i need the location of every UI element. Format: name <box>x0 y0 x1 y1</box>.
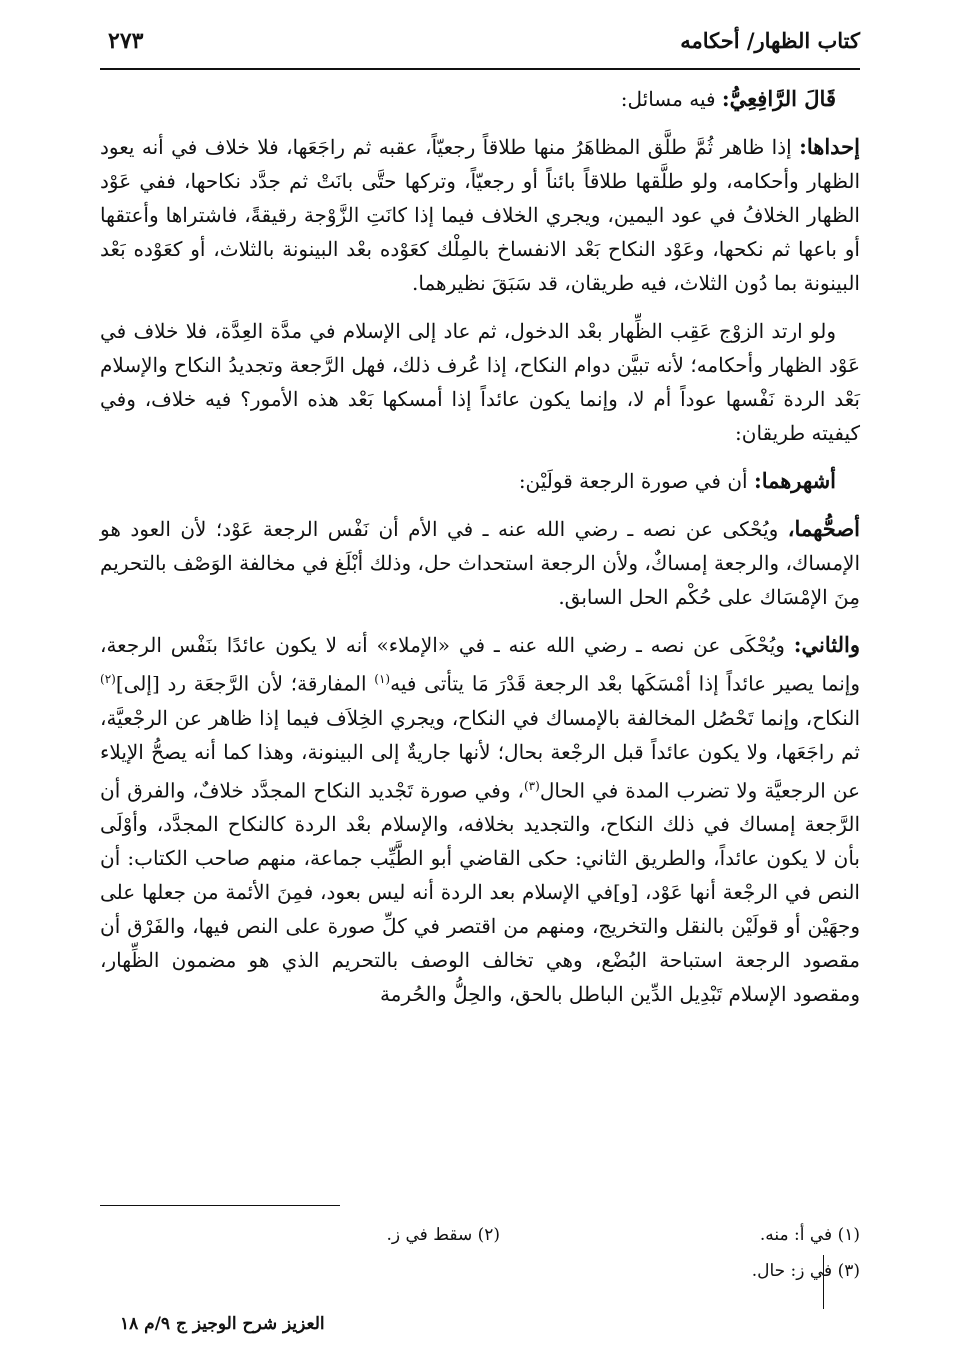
footnote-1: (١) في أ: منه. <box>759 1225 860 1245</box>
paragraph-text: ولو ارتد الزوْج عَقِب الظِّهار بعْد الدخول، ثم عاد إلى الإسلام في مدَّة العِدَّة، فلا خلاف في عَوْد الظهار وأحكامه؛ لأنه تبيَّن دوام النكاح، إذا عُرف ذلك، فهل الرَّجعة وتجديدُ النكاح والإسلام بَعْد الردة نَفْسها عوداً أم لا، وإنما يكون عائداً إذا أمسكها بَعْد هذه الأمور؟ فيه خلاف، وفي كيفيته طريقان: <box>100 319 860 445</box>
paragraph-5 <box>100 512 860 614</box>
paragraph-text: فيه مسائل: <box>620 87 722 111</box>
paragraph-text: ويُحْكَى عن نصه ـ رضي الله عنه ـ في «الإملاء» أنه لا يكون عائدًا بنَفْس الرجعة، وإنما يصير عائداً إذا أمْسَكَها بعْد الرجعة قَدْرَ مَا يتأتى فيه <box>100 633 860 696</box>
footnote-2: (٢) سقط في ز. <box>386 1225 500 1245</box>
main-text <box>100 82 860 1011</box>
paragraph-3 <box>100 314 860 450</box>
paragraph-text: أن في صورة الرجعة قولَيْن: <box>518 469 754 493</box>
paragraph-lead: إحداها: <box>799 134 860 159</box>
footnote-ref-3: (٣) <box>523 778 540 793</box>
page-header <box>100 22 860 62</box>
book-page <box>100 22 860 1352</box>
running-title: كتاب الظهار/ أحكامه <box>680 28 860 53</box>
paragraph-6 <box>100 628 860 1011</box>
page-number: ٢٧٣ <box>108 28 144 54</box>
paragraph-lead: قَالَ الرَّافِعِيُّ: <box>721 86 836 111</box>
paragraph-2 <box>100 130 860 300</box>
footnote-rule <box>100 1205 340 1206</box>
signature-mark: العزيز شرح الوجيز ج ٩/م ١٨ <box>120 1314 325 1334</box>
paragraph-text: إذا ظاهر ثُمَّ طلَّق المظاهَرُ منها طلاقاً رجعيّاً، عقبه ثم راجَعَها، فلا خلاف في أنه يعود الظهار وأحكامه، ولو طلَّقها طلاقاً بائناً أو رجعيّاً، وتركها حتَّى بانَتْ ثم جدَّد نكاحها، ففي عَوْد الظهار الخلافُ في عود اليمين، ويجري الخلاف فيما إذا كانَتِ الزَّوْجة رقيقةً، فاشتراها وأعتقها أو باعها ثم نكحها، وعَوْد النكاح بَعْد الانفساخ بالمِلْك كعَوْده بعْد البينونة بالثلاث، أو كعَوْده بَعْد البينونة بما دُون الثلاث، فيه طريقان، قد سَبَقَ نظيرهما. <box>100 135 860 295</box>
paragraph-lead: والثاني: <box>793 632 860 657</box>
paragraph-lead: أصحُّهما، <box>787 516 860 541</box>
header-rule <box>100 68 860 70</box>
footnote-ref-1: (١) <box>374 672 391 686</box>
paragraph-4 <box>100 464 860 498</box>
paragraph-text: النكاح، وإنما تَحْصُل المخالفة بالإمساك في النكاح، ويجري الخِلاَف فيما إذا ظاهر عن الرجْعيَّة، ثم راجَعَها، ولا يكون عائداً قبل الرجْعة بحال؛ لأنها جاريةٌ إلى البينونة، وهذا كما أنه يصحُّ الإيلاء عن الرجعيَّة ولا تضرب المدة في الحال <box>100 705 860 803</box>
paragraph-1 <box>100 82 860 116</box>
footnote-3: (٣) في ز: حال. <box>751 1261 860 1281</box>
paragraph-lead: أشهرهما: <box>753 468 836 493</box>
paragraph-text: ، وفي صورة تَجْديد النكاح المجدَّد خلافٌ، والفرق أن الرَّجعة إمساك في ذلك النكاح، والتجديد بخلافه، والإسلام بعْد الردة كالنكاح المجدَّد، وأوْلَى بأن لا يكون عائداً، والطريق الثاني: حكى القاضي أبو الطَّيِّب جماعة، منهم صاحب الكتاب: أن النص في الرجْعة أنها عَوْد، [و]في الإسلام بعد الردة أنه ليس بعود، فمِنَ الأئمة من جعلها على وجهَيْن أو قولَيْن بالنقل والتخريج، ومنهم من اقتصر في كلِّ صورة على النص فيها، والفَرْق أن مقصود الرجعة استباحة البُضْع، وهي تخالف الوصف بالتحريم الذي هو مضمون الظِّهار، ومقصود الإسلام تَبْدِيل الدِّين الباطل بالحق، والحِلُّ والحُرمة <box>100 778 861 1007</box>
paragraph-text: ويُحْكى عن نصه ـ رضي الله عنه ـ في الأم أن نَفْس الرجعة عَوْد؛ لأن العود هو الإمساك، والرجعة إمساكٌ، ولأن الرجعة استحداث حل، وذلك أبْلَغ في مخالفة الوَصْف بالتحريم مِنَ الإمْسَاك على حُكْم الحل السابق. <box>100 517 860 609</box>
footnote-ref-2: (٢) <box>100 672 116 686</box>
paragraph-text: المفارقة؛ لأن الرَّجعَة رد [إلى] <box>115 671 375 696</box>
